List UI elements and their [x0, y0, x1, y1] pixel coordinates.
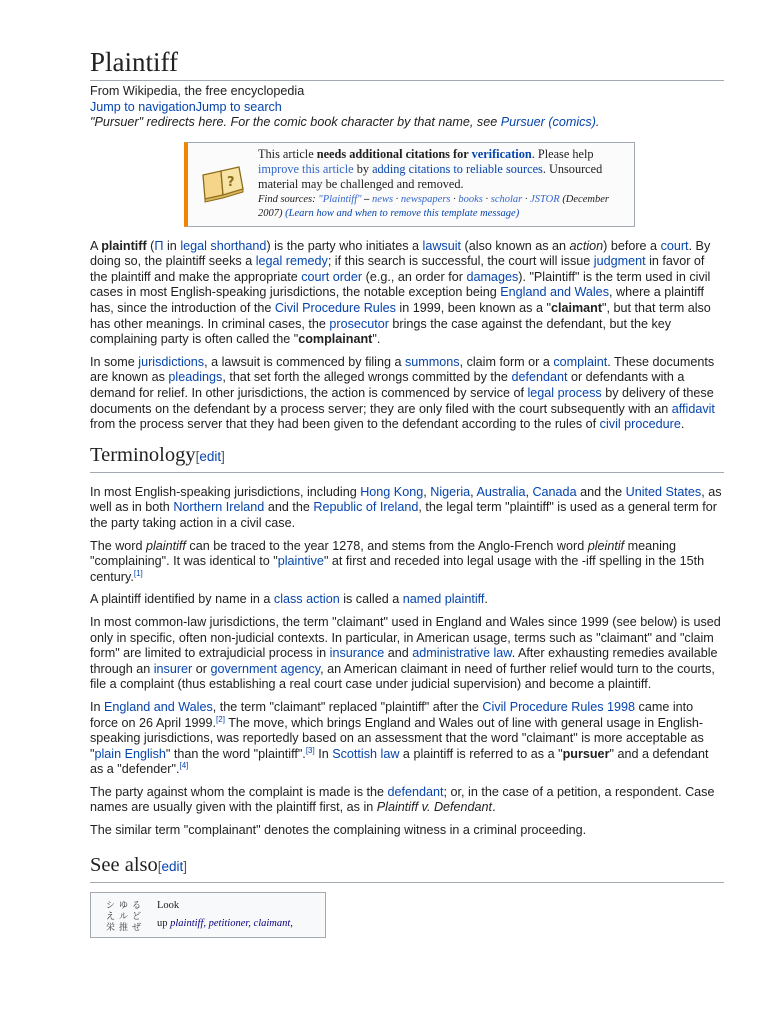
paragraph-intro-1: A plaintiff (Π in legal shorthand) is the party who initiates a lawsuit (also known as an action) before a court. By doing so, the plaintiff seeks a legal remedy; if this search is successful, the court will issue judgment in favor of the plaintiff and make the appropriate court order (e.g., an order for damages). "Plaintiff" is the term used in civil cases in most English-speaking jurisdictions, the notable exception being England and Wales, where a plaintiff has, since the introduction of the Civil Procedure Rules in 1999, been known as a "claimant", but that term also has other meanings. In criminal cases, the prosecutor brings the case against the defendant, but the key complaining party is often called the "complainant". — [90, 238, 711, 347]
notice-text: This article needs additional citations for verification. Please help improve this article by adding citations to reliable sources. Unsourced material may be challenged and removed. Find sources: "Plaintiff" – news · newspapers · books · scholar · JSTOR (December 2007) (Learn how and when to remove this template message) — [258, 143, 634, 226]
find-sources: Find sources: "Plaintiff" – news · newspapers · books · scholar · JSTOR (December 2007) (Learn how and when to remove this template message) — [258, 193, 609, 219]
learn-remove-link[interactable]: (Learn how and when to remove this template message) — [285, 207, 520, 219]
paragraph-terminology-6: The party against whom the complaint is made is the defendant; or, in the case of a petition, a respondent. Case names are usually given with the plaintiff first, as in Plaintiff v. Defendant. — [90, 784, 715, 815]
paragraph-terminology-4: In most common-law jurisdictions, the term "claimant" used in England and Wales since 1999 (see below) is used only in specific, often non-judicial contexts. In particular, in American usage, terms such as "claimant" and "claim form" are limited to extrajudicial process in insurance and administrative law. After exhausting remedies available through an insurer or government agency, an American claimant in need of further relief would turn to the courts, file a complaint (thus establishing a real court case under judicial supervision) and become a plaintiff. — [90, 614, 721, 692]
source-newspapers-link[interactable]: newspapers — [400, 193, 451, 205]
pursuer-comics-link[interactable]: Pursuer (comics) — [500, 115, 596, 130]
article — [90, 0, 724, 938]
svg-text:?: ? — [227, 175, 235, 191]
source-query-link[interactable]: "Plaintiff" — [318, 193, 362, 205]
svg-text:栄: 栄 — [106, 922, 116, 932]
source-scholar-link[interactable]: scholar — [490, 193, 523, 205]
svg-text:る: る — [132, 900, 142, 911]
source-jstor-link[interactable]: JSTOR — [530, 193, 560, 205]
heading-terminology: Terminology[edit] — [90, 443, 724, 473]
source-books-link[interactable]: books — [458, 193, 483, 205]
jump-to-search-link[interactable]: Jump to search — [195, 99, 282, 114]
svg-text:ど: ど — [132, 911, 142, 922]
adding-citations-link[interactable]: adding citations to reliable sources — [372, 162, 543, 177]
svg-text:推: 推 — [119, 922, 129, 932]
page-title: Plaintiff — [90, 0, 724, 81]
improve-link[interactable]: improve this article — [258, 162, 354, 177]
source-news-link[interactable]: news — [372, 193, 394, 205]
wiktionary-icon — [91, 893, 157, 937]
paragraph-terminology-2: The word plaintiff can be traced to the year 1278, and stems from the Anglo-French word pleintif meaning "complaining". It was identical to "plaintive" at first and receded into legal usage with the -iff spelling in the 15th century.[1] — [90, 538, 705, 584]
heading-see-also: See also[edit] — [90, 853, 724, 883]
wiktionary-terms-link[interactable]: plaintiff, petitioner, claimant, — [170, 917, 293, 929]
svg-text:ぜ: ぜ — [132, 922, 142, 932]
paragraph-intro-2: In some jurisdictions, a lawsuit is commenced by filing a summons, claim form or a complaint. These documents are known as pleadings, that set forth the alleged wrongs committed by the defendant or defendants with a demand for relief. In other jurisdictions, the action is commenced by service of legal process by delivery of these documents on the defendant by a process server; they are only filed with the court subsequently with an affidavit from the process server that they had been given to the defendant according to the rules of civil procedure. — [90, 354, 715, 432]
paragraph-terminology-3: A plaintiff identified by name in a class action is called a named plaintiff. — [90, 592, 488, 607]
wiktionary-box — [90, 892, 326, 938]
svg-text:ゆ: ゆ — [119, 900, 129, 911]
tagline: From Wikipedia, the free encyclopedia — [90, 84, 305, 98]
jump-to-navigation-link[interactable]: Jump to navigation — [90, 99, 196, 114]
citation-notice — [184, 142, 635, 227]
verification-link[interactable]: verification — [471, 146, 532, 161]
paragraph-terminology-5: In England and Wales, the term "claimant" replaced "plaintiff" after the Civil Procedure Rules 1998 came into force on 26 April 1999.[2] The move, which brings England and Wales out of line with general usage in English-speaking jurisdictions, was reportedly based on an assessment that the word "claimant" is more acceptable as "plain English" than the word "plaintiff".[3] In Scottish law a plaintiff is referred to as a "pursuer" and a defendant as a "defender".[4] — [90, 699, 709, 777]
edit-see-also-link[interactable]: edit — [161, 858, 184, 874]
edit-terminology-link[interactable]: edit — [199, 448, 222, 464]
svg-text:ル: ル — [119, 911, 129, 922]
hatnote: "Pursuer" redirects here. For the comic book character by that name, see Pursuer (comics). — [90, 115, 600, 130]
svg-text:シ: シ — [106, 900, 116, 911]
svg-text:え: え — [106, 911, 116, 922]
book-question-icon — [188, 143, 258, 226]
paragraph-terminology-7: The similar term "complainant" denotes the complaining witness in a criminal proceeding. — [90, 823, 587, 838]
wiktionary-text: Look up plaintiff, petitioner, claimant, — [157, 899, 293, 929]
paragraph-terminology-1: In most English-speaking jurisdictions, including Hong Kong, Nigeria, Australia, Canada and the United States, as well as in both Northern Ireland and the Republic of Ireland, the legal term "plaintiff" is used as a general term for the party taking action in a civil case. — [90, 484, 722, 530]
jump-links — [90, 100, 724, 116]
